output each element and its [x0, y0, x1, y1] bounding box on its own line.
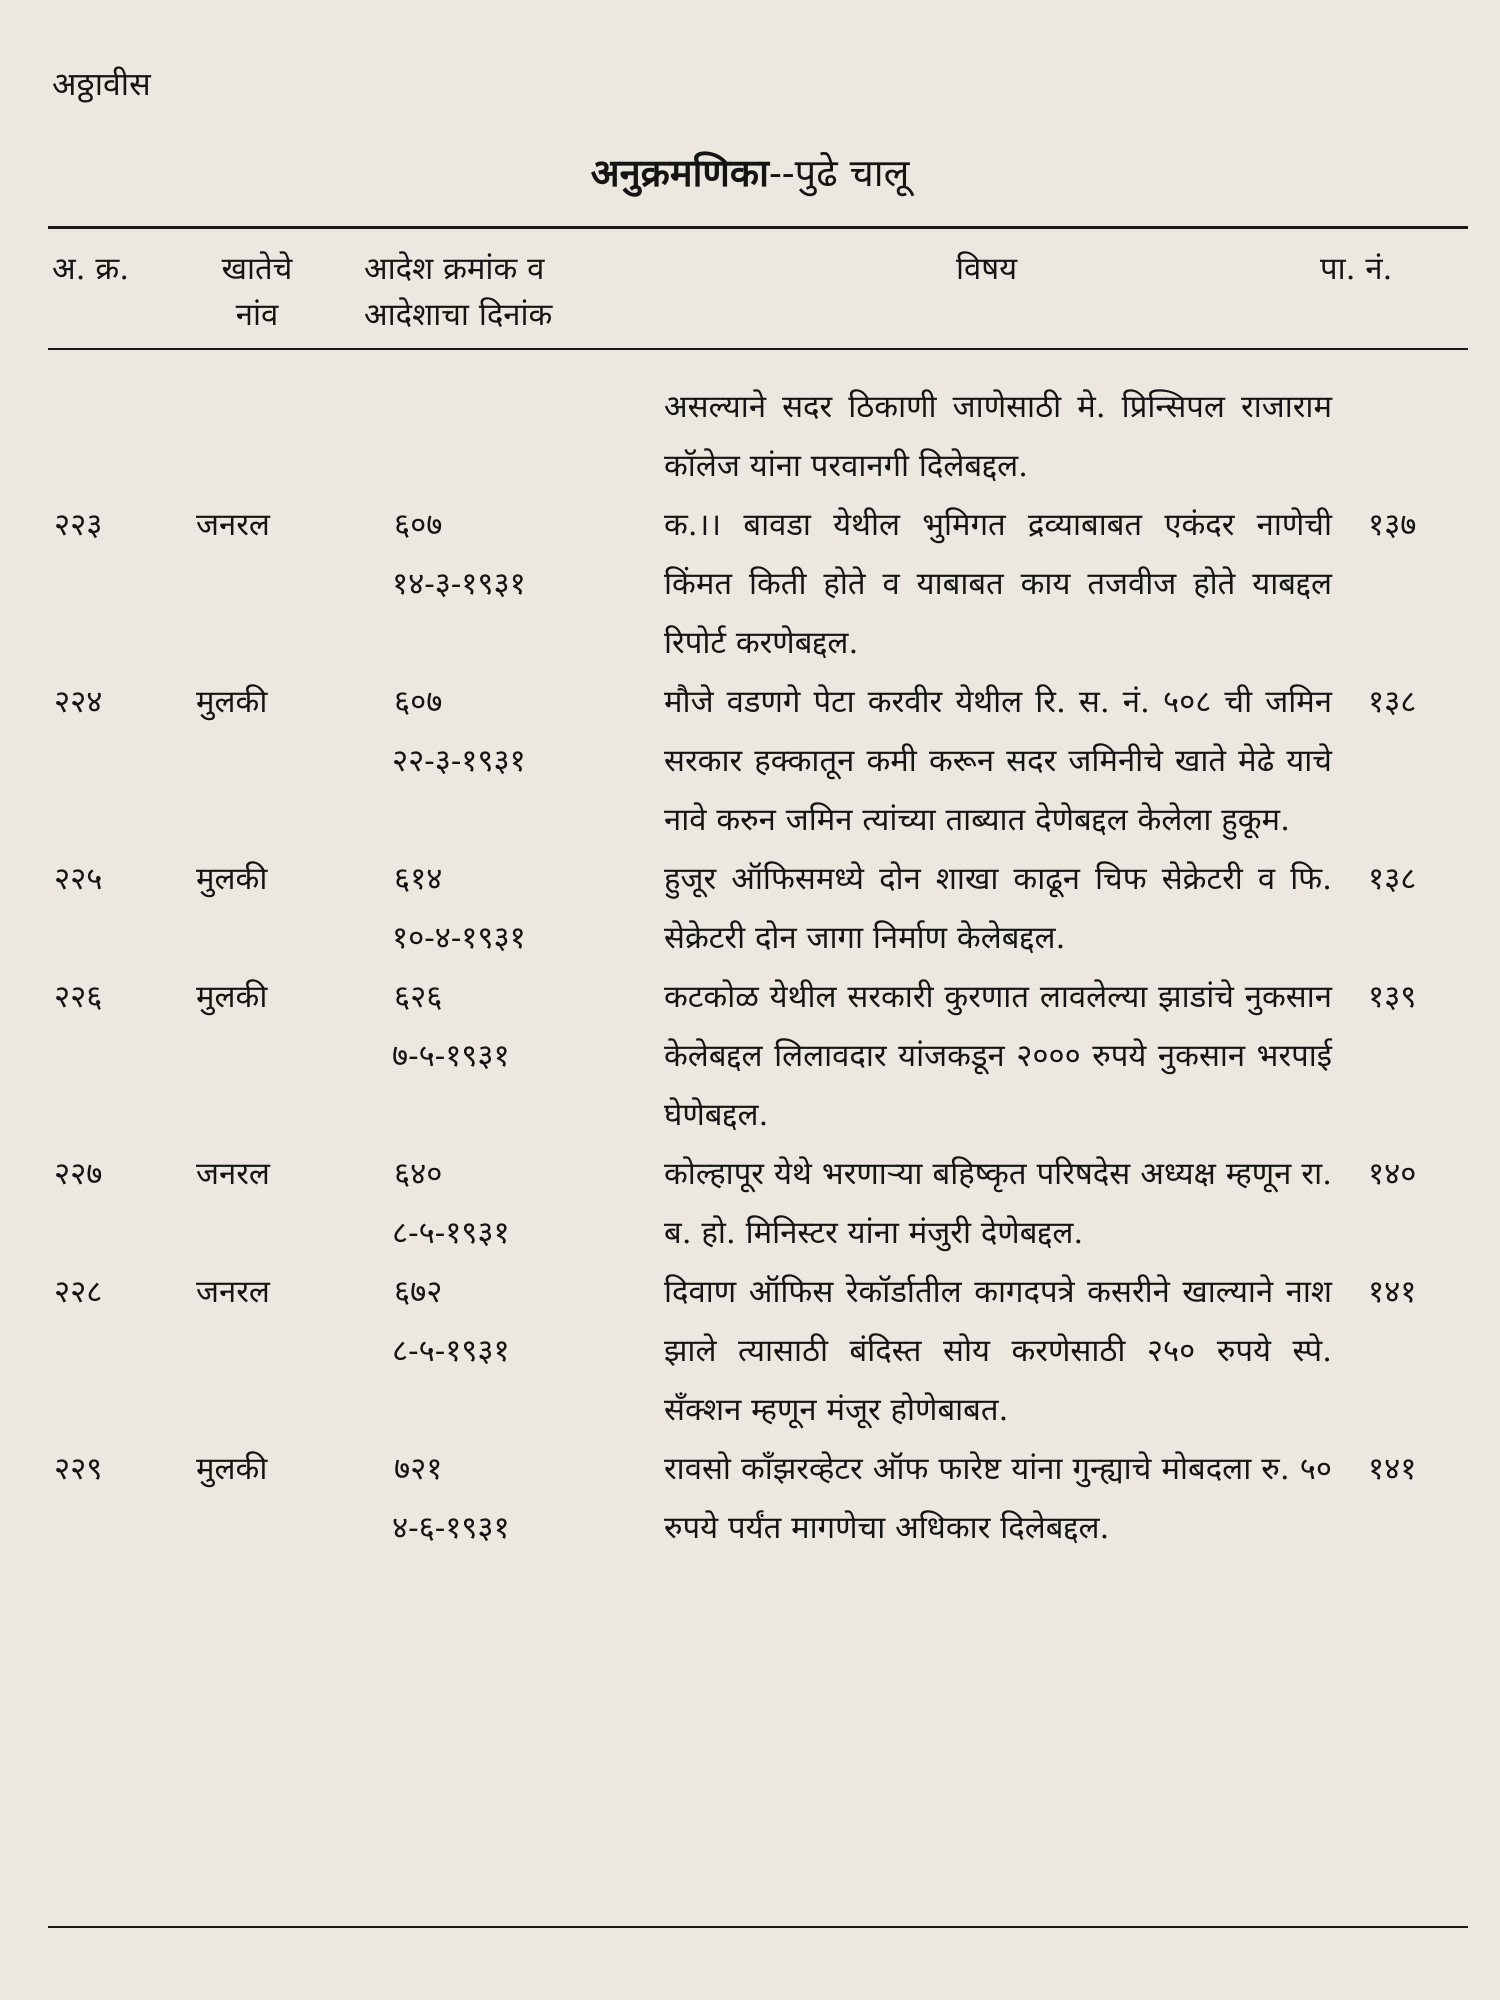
header-department-line1: खातेचे — [221, 251, 293, 287]
row-serial: २२४ — [54, 684, 103, 720]
row-serial: २२३ — [54, 507, 103, 543]
row-order-date: १४-३-१९३१ — [392, 566, 526, 602]
row-order-date: २२-३-१९३१ — [392, 743, 526, 779]
row-department: मुलकी — [196, 861, 268, 897]
header-order-line1: आदेश क्रमांक व — [364, 251, 545, 287]
footer-rule — [48, 1926, 1468, 1928]
row-order-date: ८-५-१९३१ — [392, 1215, 510, 1251]
row-subject: मौजे वडणगे पेटा करवीर येथील रि. स. नं. ५०८ ची जमिन सरकार हक्कातून कमी करून सदर जमिनीचे खाते मेढे याचे नावे करुन जमिन त्यांच्या ताब्यात देणेबद्दल केलेला हुकूम. — [664, 684, 1332, 838]
row-serial: २२८ — [54, 1274, 103, 1310]
row-subject: क.।। बावडा येथील भुमिगत द्रव्याबाबत एकंदर नाणेची किंमत किती होते व याबाबत काय तजवीज होते याबद्दल रिपोर्ट करणेबद्दल. — [664, 507, 1332, 661]
row-department: मुलकी — [196, 684, 268, 720]
header-order — [364, 246, 552, 338]
row-order-date: ८-५-१९३१ — [392, 1333, 510, 1369]
row-serial: २२७ — [54, 1156, 103, 1192]
row-subject: रावसो कॉंझरव्हेटर ऑफ फारेष्ट यांना गुन्ह्याचे मोबदला रु. ५० रुपये पर्यंत मागणेचा अधिकार दिलेबद्दल. — [664, 1451, 1332, 1546]
row-order-number: ६४० — [394, 1156, 443, 1192]
continuation-subject: असल्याने सदर ठिकाणी जाणेसाठी मे. प्रिन्सिपल राजाराम कॉलेज यांना परवानगी दिलेबद्दल. — [664, 389, 1332, 484]
row-department: मुलकी — [196, 1451, 268, 1487]
row-page: १३९ — [1368, 979, 1417, 1015]
header-order-line2: आदेशाचा दिनांक — [364, 297, 553, 333]
table-row — [0, 673, 1500, 850]
row-subject: कोल्हापूर येथे भरणाऱ्या बहिष्कृत परिषदेस अध्यक्ष म्हणून रा. ब. हो. मिनिस्टर यांना मंजुरी देणेबद्दल. — [664, 1156, 1332, 1251]
header-department-line2: नांव — [235, 297, 279, 333]
row-department: जनरल — [196, 507, 270, 543]
header-top-rule — [48, 226, 1468, 229]
header-bottom-rule — [48, 348, 1468, 350]
row-department: जनरल — [196, 1156, 270, 1192]
row-subject: हुजूर ऑफिसमध्ये दोन शाखा काढून चिफ सेक्रेटरी व फि. सेक्रेटरी दोन जागा निर्माण केलेबद्दल. — [664, 861, 1332, 956]
table-row — [0, 850, 1500, 968]
page-label: अठ्ठावीस — [52, 65, 151, 103]
continuation-row — [0, 378, 1500, 496]
row-department: मुलकी — [196, 979, 268, 1015]
row-order-number: ६२६ — [394, 979, 443, 1015]
table-row — [0, 968, 1500, 1145]
row-page: १३७ — [1368, 507, 1417, 543]
table-row — [0, 1440, 1500, 1558]
row-order-number: ६०७ — [394, 684, 443, 720]
row-page: १४० — [1368, 1156, 1417, 1192]
index-table — [0, 378, 1500, 1558]
header-subject: विषय — [956, 251, 1018, 287]
header-page: पा. नं. — [1320, 251, 1393, 287]
row-page: १४१ — [1368, 1274, 1417, 1310]
header-serial: अ. क्र. — [52, 251, 130, 287]
row-order-date: १०-४-१९३१ — [392, 920, 526, 956]
page-title — [0, 146, 1500, 198]
row-order-number: ६१४ — [394, 861, 443, 897]
row-order-number: ६७२ — [394, 1274, 443, 1310]
title-continued: --पुढे चालू — [768, 151, 910, 195]
row-serial: २२५ — [54, 861, 103, 897]
row-serial: २२९ — [54, 1451, 103, 1487]
row-department: जनरल — [196, 1274, 270, 1310]
row-page: १३८ — [1368, 861, 1417, 897]
row-order-date: ७-५-१९३१ — [392, 1038, 510, 1074]
row-order-number: ६०७ — [394, 507, 443, 543]
table-row — [0, 1145, 1500, 1263]
table-row — [0, 1263, 1500, 1440]
row-page: १४१ — [1368, 1451, 1417, 1487]
row-order-number: ७२१ — [394, 1451, 443, 1487]
row-page: १३८ — [1368, 684, 1417, 720]
title-main: अनुक्रमणिका — [590, 150, 769, 195]
row-order-date: ४-६-१९३१ — [392, 1510, 510, 1546]
table-row — [0, 496, 1500, 673]
row-serial: २२६ — [54, 979, 103, 1015]
row-subject: कटकोळ येथील सरकारी कुरणात लावलेल्या झाडांचे नुकसान केलेबद्दल लिलावदार यांजकडून २००० रुपये नुकसान भरपाई घेणेबद्दल. — [664, 979, 1332, 1133]
header-department — [186, 246, 328, 338]
row-subject: दिवाण ऑफिस रेकॉर्डातील कागदपत्रे कसरीने खाल्याने नाश झाले त्यासाठी बंदिस्त सोय करणेसाठी २५० रुपये स्पे. सँक्शन म्हणून मंजूर होणेबाबत. — [664, 1274, 1332, 1428]
